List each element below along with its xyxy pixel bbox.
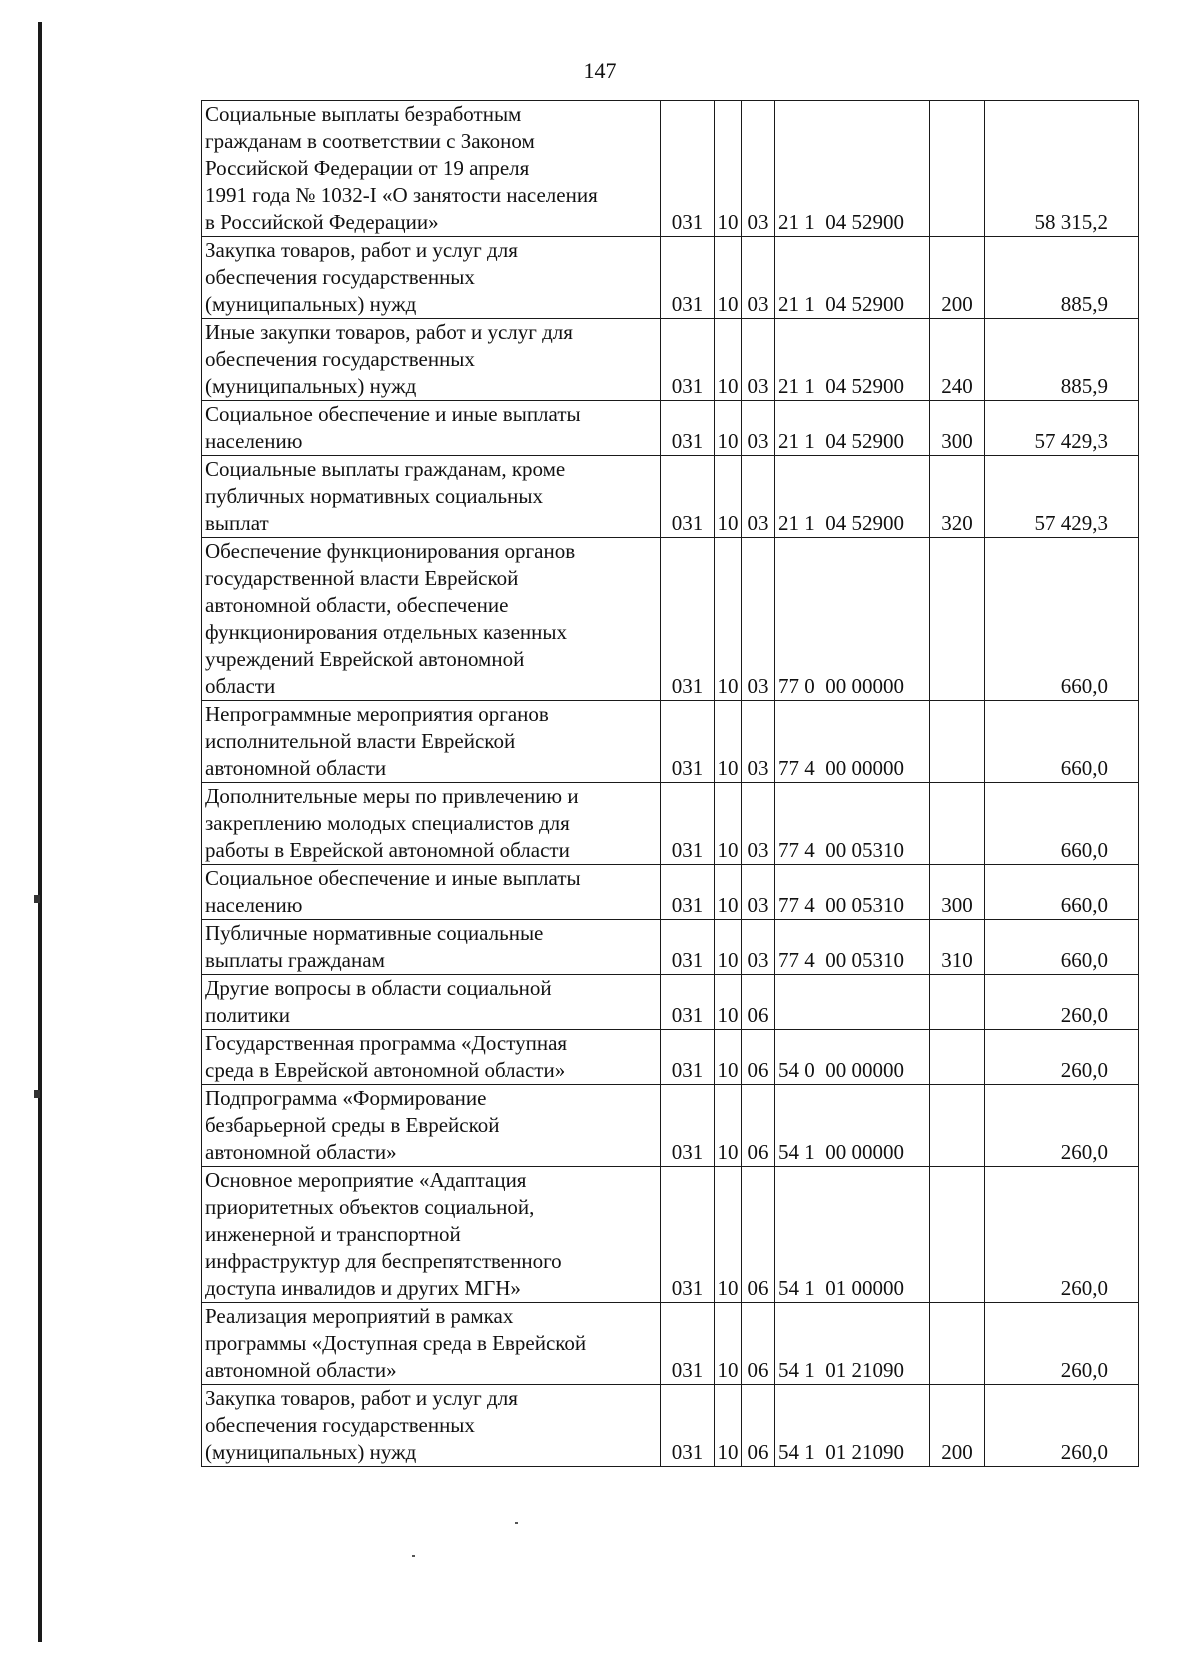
binding-edge-line xyxy=(38,22,42,1642)
amount: 660,0 xyxy=(985,538,1139,701)
ministry-code: 031 xyxy=(661,975,715,1030)
binding-mark xyxy=(34,1090,40,1098)
row-name xyxy=(202,101,661,237)
ministry-code: 031 xyxy=(661,701,715,783)
ministry-code: 031 xyxy=(661,920,715,975)
table-row xyxy=(202,701,1139,783)
row-name-line: Публичные нормативные социальные xyxy=(205,921,544,945)
section-code: 10 xyxy=(715,920,742,975)
section-code: 10 xyxy=(715,1030,742,1085)
row-name-line: Государственная программа «Доступная xyxy=(205,1031,568,1055)
row-name-line: государственной власти Еврейской xyxy=(205,566,519,590)
subsection-code: 03 xyxy=(742,783,775,865)
section-code: 10 xyxy=(715,783,742,865)
row-name-line: Дополнительные меры по привлечению и xyxy=(205,784,579,808)
expense-type-code xyxy=(930,1030,985,1085)
subsection-code: 03 xyxy=(742,401,775,456)
expense-type-code: 310 xyxy=(930,920,985,975)
expense-type-code: 300 xyxy=(930,401,985,456)
target-article-code: 77 4 00 05310 xyxy=(775,865,930,920)
expense-type-code xyxy=(930,1303,985,1385)
section-code: 10 xyxy=(715,701,742,783)
ministry-code: 031 xyxy=(661,538,715,701)
amount: 260,0 xyxy=(985,1303,1139,1385)
section-code: 10 xyxy=(715,1303,742,1385)
table-row xyxy=(202,237,1139,319)
section-code: 10 xyxy=(715,1167,742,1303)
row-name-line: Иные закупки товаров, работ и услуг для xyxy=(205,320,573,344)
subsection-code: 06 xyxy=(742,975,775,1030)
table-row xyxy=(202,538,1139,701)
row-name xyxy=(202,1030,661,1085)
row-name-line: (муниципальных) нужд xyxy=(205,374,417,398)
table-row xyxy=(202,319,1139,401)
section-code: 10 xyxy=(715,401,742,456)
expense-type-code xyxy=(930,783,985,865)
row-name xyxy=(202,1385,661,1467)
section-code: 10 xyxy=(715,1085,742,1167)
row-name-line: Закупка товаров, работ и услуг для xyxy=(205,1386,518,1410)
ministry-code: 031 xyxy=(661,1385,715,1467)
expense-type-code: 240 xyxy=(930,319,985,401)
ministry-code: 031 xyxy=(661,401,715,456)
row-name-line: автономной области» xyxy=(205,1140,397,1164)
row-name-line: приоритетных объектов социальной, xyxy=(205,1195,535,1219)
ministry-code: 031 xyxy=(661,319,715,401)
table-row xyxy=(202,1303,1139,1385)
table-row xyxy=(202,1085,1139,1167)
subsection-code: 06 xyxy=(742,1385,775,1467)
row-name xyxy=(202,456,661,538)
row-name-line: Социальное обеспечение и иные выплаты xyxy=(205,866,581,890)
amount: 57 429,3 xyxy=(985,401,1139,456)
row-name-line: автономной области, обеспечение xyxy=(205,593,509,617)
ministry-code: 031 xyxy=(661,237,715,319)
row-name-line: выплат xyxy=(205,511,269,535)
row-name-line: обеспечения государственных xyxy=(205,1413,475,1437)
target-article-code: 77 0 00 00000 xyxy=(775,538,930,701)
section-code: 10 xyxy=(715,456,742,538)
section-code: 10 xyxy=(715,975,742,1030)
amount: 660,0 xyxy=(985,701,1139,783)
row-name xyxy=(202,1085,661,1167)
row-name-line: Социальное обеспечение и иные выплаты xyxy=(205,402,581,426)
target-article-code: 77 4 00 05310 xyxy=(775,920,930,975)
subsection-code: 03 xyxy=(742,319,775,401)
ministry-code: 031 xyxy=(661,783,715,865)
section-code: 10 xyxy=(715,101,742,237)
expense-type-code xyxy=(930,975,985,1030)
amount: 660,0 xyxy=(985,783,1139,865)
row-name-line: Основное мероприятие «Адаптация xyxy=(205,1168,527,1192)
expense-type-code: 300 xyxy=(930,865,985,920)
row-name xyxy=(202,701,661,783)
row-name-line: Подпрограмма «Формирование xyxy=(205,1086,487,1110)
expense-type-code xyxy=(930,701,985,783)
expense-type-code xyxy=(930,538,985,701)
row-name xyxy=(202,783,661,865)
amount: 260,0 xyxy=(985,1167,1139,1303)
subsection-code: 06 xyxy=(742,1030,775,1085)
row-name-line: безбарьерной среды в Еврейской xyxy=(205,1113,500,1137)
row-name xyxy=(202,237,661,319)
ministry-code: 031 xyxy=(661,1030,715,1085)
section-code: 10 xyxy=(715,237,742,319)
ministry-code: 031 xyxy=(661,456,715,538)
target-article-code: 77 4 00 05310 xyxy=(775,783,930,865)
subsection-code: 03 xyxy=(742,920,775,975)
row-name-line: Российской Федерации от 19 апреля xyxy=(205,156,530,180)
amount: 260,0 xyxy=(985,975,1139,1030)
budget-table xyxy=(201,100,1139,1467)
table-row xyxy=(202,101,1139,237)
expense-type-code: 320 xyxy=(930,456,985,538)
target-article-code: 54 0 00 00000 xyxy=(775,1030,930,1085)
budget-table-body xyxy=(202,101,1139,1467)
row-name-line: Другие вопросы в области социальной xyxy=(205,976,552,1000)
row-name-line: (муниципальных) нужд xyxy=(205,292,417,316)
ministry-code: 031 xyxy=(661,865,715,920)
section-code: 10 xyxy=(715,319,742,401)
row-name-line: Социальные выплаты безработным xyxy=(205,102,522,126)
row-name-line: политики xyxy=(205,1003,291,1027)
row-name-line: автономной области» xyxy=(205,1358,397,1382)
row-name-line: 1991 года № 1032-I «О занятости населения xyxy=(205,183,598,207)
target-article-code: 54 1 01 21090 xyxy=(775,1385,930,1467)
subsection-code: 06 xyxy=(742,1303,775,1385)
ministry-code: 031 xyxy=(661,101,715,237)
row-name-line: Непрограммные мероприятия органов xyxy=(205,702,549,726)
scan-speck xyxy=(412,1555,415,1557)
row-name-line: обеспечения государственных xyxy=(205,347,475,371)
subsection-code: 06 xyxy=(742,1167,775,1303)
expense-type-code: 200 xyxy=(930,1385,985,1467)
row-name-line: Закупка товаров, работ и услуг для xyxy=(205,238,518,262)
table-row xyxy=(202,975,1139,1030)
target-article-code xyxy=(775,975,930,1030)
subsection-code: 03 xyxy=(742,101,775,237)
ministry-code: 031 xyxy=(661,1167,715,1303)
row-name-line: выплаты гражданам xyxy=(205,948,385,972)
row-name xyxy=(202,401,661,456)
row-name-line: среда в Еврейской автономной области» xyxy=(205,1058,566,1082)
amount: 660,0 xyxy=(985,865,1139,920)
table-row xyxy=(202,865,1139,920)
row-name-line: инфраструктур для беспрепятственного xyxy=(205,1249,562,1273)
page-number: 147 xyxy=(583,58,617,83)
ministry-code: 031 xyxy=(661,1085,715,1167)
target-article-code: 21 1 04 52900 xyxy=(775,401,930,456)
table-row xyxy=(202,1167,1139,1303)
expense-type-code xyxy=(930,1167,985,1303)
table-row xyxy=(202,401,1139,456)
amount: 885,9 xyxy=(985,237,1139,319)
row-name xyxy=(202,865,661,920)
section-code: 10 xyxy=(715,1385,742,1467)
subsection-code: 03 xyxy=(742,701,775,783)
expense-type-code xyxy=(930,1085,985,1167)
row-name-line: учреждений Еврейской автономной xyxy=(205,647,525,671)
table-row xyxy=(202,920,1139,975)
target-article-code: 21 1 04 52900 xyxy=(775,101,930,237)
subsection-code: 03 xyxy=(742,538,775,701)
row-name-line: области xyxy=(205,674,276,698)
row-name-line: (муниципальных) нужд xyxy=(205,1440,417,1464)
row-name-line: инженерной и транспортной xyxy=(205,1222,461,1246)
amount: 260,0 xyxy=(985,1030,1139,1085)
subsection-code: 03 xyxy=(742,237,775,319)
row-name xyxy=(202,975,661,1030)
target-article-code: 54 1 00 00000 xyxy=(775,1085,930,1167)
row-name-line: публичных нормативных социальных xyxy=(205,484,543,508)
row-name-line: Реализация мероприятий в рамках xyxy=(205,1304,514,1328)
amount: 260,0 xyxy=(985,1085,1139,1167)
table-row xyxy=(202,783,1139,865)
row-name-line: закреплению молодых специалистов для xyxy=(205,811,570,835)
amount: 260,0 xyxy=(985,1385,1139,1467)
section-code: 10 xyxy=(715,865,742,920)
row-name-line: населению xyxy=(205,429,303,453)
table-row xyxy=(202,1385,1139,1467)
target-article-code: 21 1 04 52900 xyxy=(775,319,930,401)
row-name-line: обеспечения государственных xyxy=(205,265,475,289)
expense-type-code: 200 xyxy=(930,237,985,319)
amount: 57 429,3 xyxy=(985,456,1139,538)
expense-type-code xyxy=(930,101,985,237)
row-name-line: Обеспечение функционирования органов xyxy=(205,539,576,563)
section-code: 10 xyxy=(715,538,742,701)
amount: 58 315,2 xyxy=(985,101,1139,237)
target-article-code: 54 1 01 21090 xyxy=(775,1303,930,1385)
row-name-line: в Российской Федерации» xyxy=(205,210,439,234)
row-name xyxy=(202,920,661,975)
target-article-code: 54 1 01 00000 xyxy=(775,1167,930,1303)
amount: 660,0 xyxy=(985,920,1139,975)
row-name-line: доступа инвалидов и других МГН» xyxy=(205,1276,521,1300)
target-article-code: 21 1 04 52900 xyxy=(775,237,930,319)
scan-speck xyxy=(515,1522,518,1524)
row-name-line: программы «Доступная среда в Еврейской xyxy=(205,1331,587,1355)
subsection-code: 03 xyxy=(742,865,775,920)
binding-mark xyxy=(34,895,40,903)
row-name-line: функционирования отдельных казенных xyxy=(205,620,568,644)
row-name xyxy=(202,1167,661,1303)
row-name-line: работы в Еврейской автономной области xyxy=(205,838,570,862)
subsection-code: 03 xyxy=(742,456,775,538)
row-name xyxy=(202,319,661,401)
row-name xyxy=(202,538,661,701)
target-article-code: 77 4 00 00000 xyxy=(775,701,930,783)
row-name-line: автономной области xyxy=(205,756,387,780)
row-name-line: исполнительной власти Еврейской xyxy=(205,729,516,753)
ministry-code: 031 xyxy=(661,1303,715,1385)
row-name xyxy=(202,1303,661,1385)
target-article-code: 21 1 04 52900 xyxy=(775,456,930,538)
row-name-line: населению xyxy=(205,893,303,917)
amount: 885,9 xyxy=(985,319,1139,401)
table-row xyxy=(202,456,1139,538)
row-name-line: Социальные выплаты гражданам, кроме xyxy=(205,457,566,481)
subsection-code: 06 xyxy=(742,1085,775,1167)
row-name-line: гражданам в соответствии с Законом xyxy=(205,129,535,153)
table-row xyxy=(202,1030,1139,1085)
